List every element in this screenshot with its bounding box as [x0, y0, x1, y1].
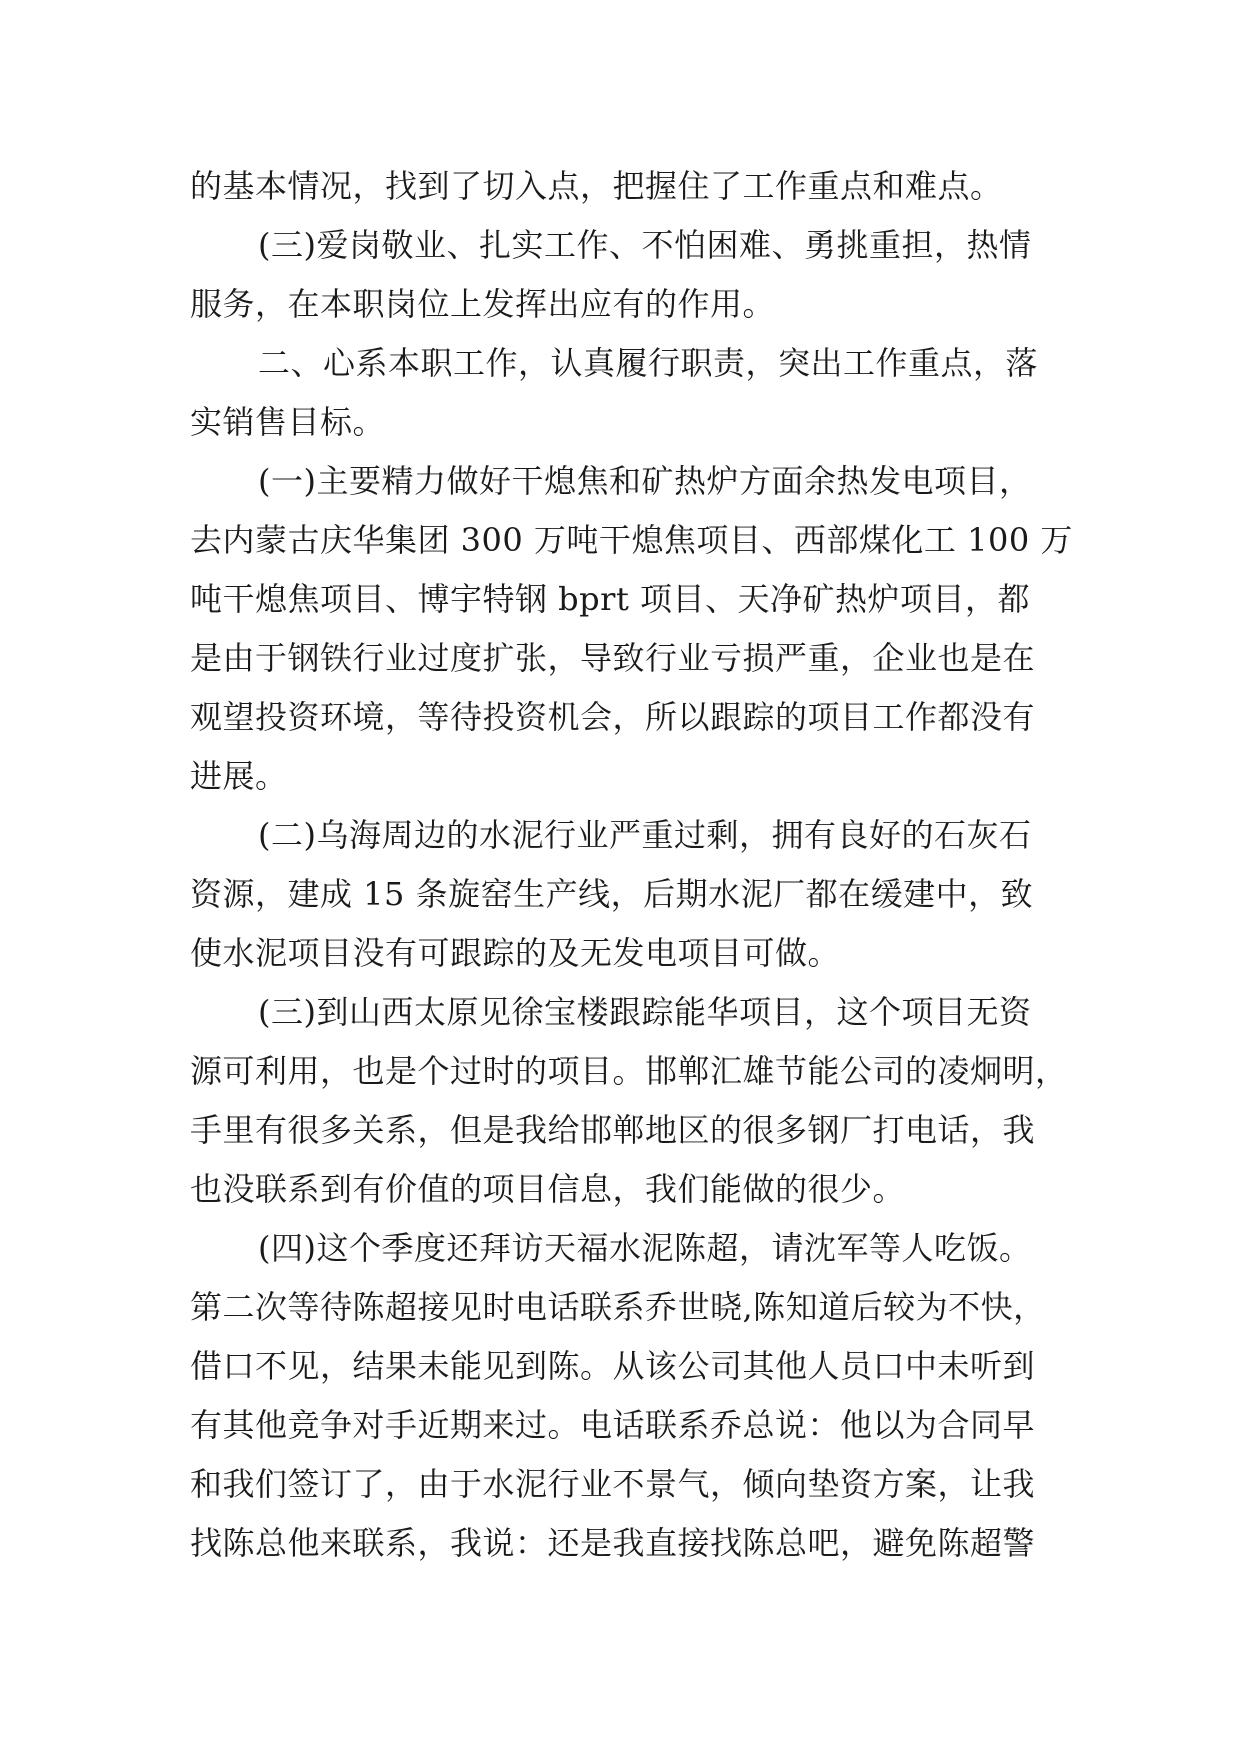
text-line: 资源，建成 15 条旋窑生产线，后期水泥厂都在缓建中，致	[190, 875, 1034, 913]
text-line: 使水泥项目没有可跟踪的及无发电项目可做。	[190, 934, 841, 972]
paragraph-heading-3b: (三)到山西太原见徐宝楼跟踪能华项目，这个项目无资	[258, 993, 1032, 1031]
paragraph-heading-2: (二)乌海周边的水泥行业严重过剩，拥有良好的石灰石	[258, 816, 1032, 854]
text-line: 找陈总他来联系，我说：还是我直接找陈总吧，避免陈超警	[190, 1524, 1036, 1562]
text-line: 和我们签订了，由于水泥行业不景气，倾向垫资方案，让我	[190, 1465, 1036, 1503]
text-line: 服务，在本职岗位上发挥出应有的作用。	[190, 285, 776, 323]
text-line: 也没联系到有价值的项目信息，我们能做的很少。	[190, 1170, 906, 1208]
paragraph-heading-1: (一)主要精力做好干熄焦和矿热炉方面余热发电项目，	[258, 462, 1032, 500]
text-line: 的基本情况，找到了切入点，把握住了工作重点和难点。	[190, 167, 1003, 205]
text-line: 有其他竞争对手近期来过。电话联系乔总说：他以为合同早	[190, 1406, 1036, 1444]
text-line: 实销售目标。	[190, 403, 386, 441]
paragraph-heading-4: (四)这个季度还拜访天福水泥陈超，请沈军等人吃饭。	[258, 1229, 1032, 1267]
text-line: 借口不见，结果未能见到陈。从该公司其他人员口中未听到	[190, 1347, 1036, 1385]
text-line: 观望投资环境，等待投资机会，所以跟踪的项目工作都没有	[190, 698, 1036, 736]
section-heading-2: 二、心系本职工作，认真履行职责，突出工作重点，落	[258, 344, 1039, 382]
text-line: 去内蒙古庆华集团 300 万吨干熄焦项目、西部煤化工 100 万	[190, 521, 1073, 559]
paragraph-heading-3: (三)爱岗敬业、扎实工作、不怕困难、勇挑重担，热情	[258, 226, 1032, 264]
text-line: 手里有很多关系，但是我给邯郸地区的很多钢厂打电话，我	[190, 1111, 1036, 1149]
text-line: 吨干熄焦项目、博宇特钢 bprt 项目、天净矿热炉项目，都	[190, 580, 1030, 618]
text-line: 源可利用，也是个过时的项目。邯郸汇雄节能公司的凌炯明，	[190, 1052, 1068, 1090]
text-line: 进展。	[190, 757, 288, 795]
text-line: 第二次等待陈超接见时电话联系乔世晓,陈知道后较为不快，	[190, 1288, 1046, 1326]
text-line: 是由于钢铁行业过度扩张，导致行业亏损严重，企业也是在	[190, 639, 1036, 677]
